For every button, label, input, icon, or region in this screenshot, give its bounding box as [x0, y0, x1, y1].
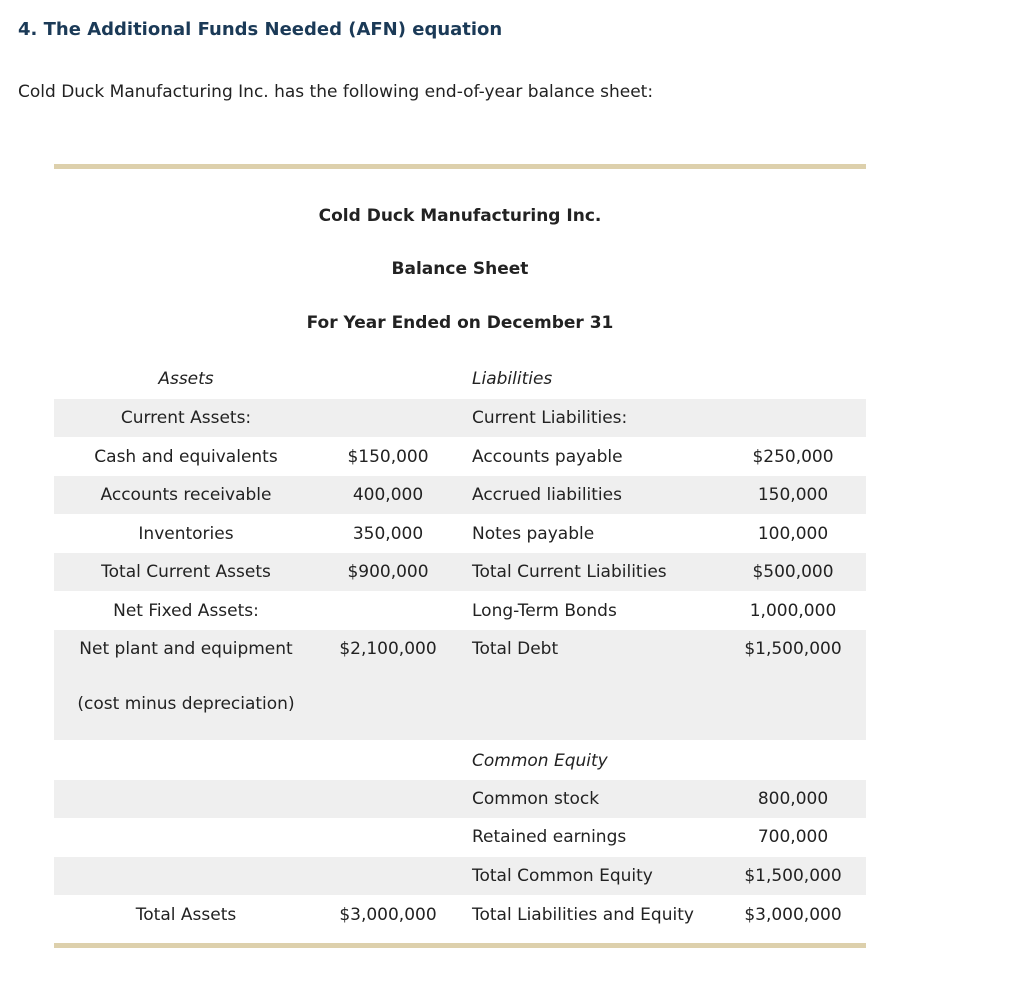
bottom-rule [54, 943, 866, 948]
receivable-label: Accounts receivable [100, 485, 272, 505]
sheet-title: Balance Sheet [391, 259, 529, 279]
plant-note: (cost minus depreciation) [77, 694, 295, 714]
accounts-payable-value: $250,000 [752, 447, 834, 467]
liabilities-header: Liabilities [472, 369, 553, 389]
long-term-bonds-value: 1,000,000 [749, 601, 837, 621]
top-rule [54, 164, 866, 169]
total-current-assets-label: Total Current Assets [101, 562, 271, 582]
net-plant-label: Net plant and equipment [79, 639, 293, 659]
notes-payable-value: 100,000 [757, 524, 829, 544]
common-stock-label: Common stock [472, 789, 600, 809]
accrued-liabilities-label: Accrued liabilities [472, 485, 622, 505]
current-assets-label: Current Assets: [120, 408, 252, 428]
retained-earnings-value: 700,000 [757, 827, 829, 847]
total-current-liabilities-value: $500,000 [752, 562, 834, 582]
accounts-payable-label: Accounts payable [472, 447, 623, 467]
assets-header: Assets [158, 369, 214, 389]
notes-payable-label: Notes payable [472, 524, 595, 544]
total-assets-value: $3,000,000 [339, 905, 437, 925]
total-assets-label: Total Assets [135, 905, 237, 925]
sheet-period: For Year Ended on December 31 [306, 313, 614, 333]
cash-value: $150,000 [347, 447, 429, 467]
cash-label: Cash and equivalents [94, 447, 278, 467]
receivable-value: 400,000 [352, 485, 424, 505]
question-heading: 4. The Additional Funds Needed (AFN) equation [18, 19, 503, 40]
total-common-equity-label: Total Common Equity [472, 866, 653, 886]
total-liabilities-equity-label: Total Liabilities and Equity [472, 905, 694, 925]
common-equity-header: Common Equity [472, 751, 608, 771]
net-fixed-assets-label: Net Fixed Assets: [113, 601, 259, 621]
total-common-equity-value: $1,500,000 [744, 866, 842, 886]
net-plant-value: $2,100,000 [339, 639, 437, 659]
total-debt-label: Total Debt [472, 639, 559, 659]
total-debt-value: $1,500,000 [744, 639, 842, 659]
accrued-liabilities-value: 150,000 [757, 485, 829, 505]
common-stock-value: 800,000 [757, 789, 829, 809]
retained-earnings-label: Retained earnings [472, 827, 627, 847]
company-name: Cold Duck Manufacturing Inc. [318, 206, 602, 226]
total-current-assets-value: $900,000 [347, 562, 429, 582]
total-current-liabilities-label: Total Current Liabilities [472, 562, 667, 582]
intro-text: Cold Duck Manufacturing Inc. has the following end-of-year balance sheet: [18, 82, 654, 102]
inventories-label: Inventories [138, 524, 234, 544]
current-liabilities-label: Current Liabilities: [472, 408, 628, 428]
long-term-bonds-label: Long-Term Bonds [472, 601, 617, 621]
inventories-value: 350,000 [352, 524, 424, 544]
total-liabilities-equity-value: $3,000,000 [744, 905, 842, 925]
